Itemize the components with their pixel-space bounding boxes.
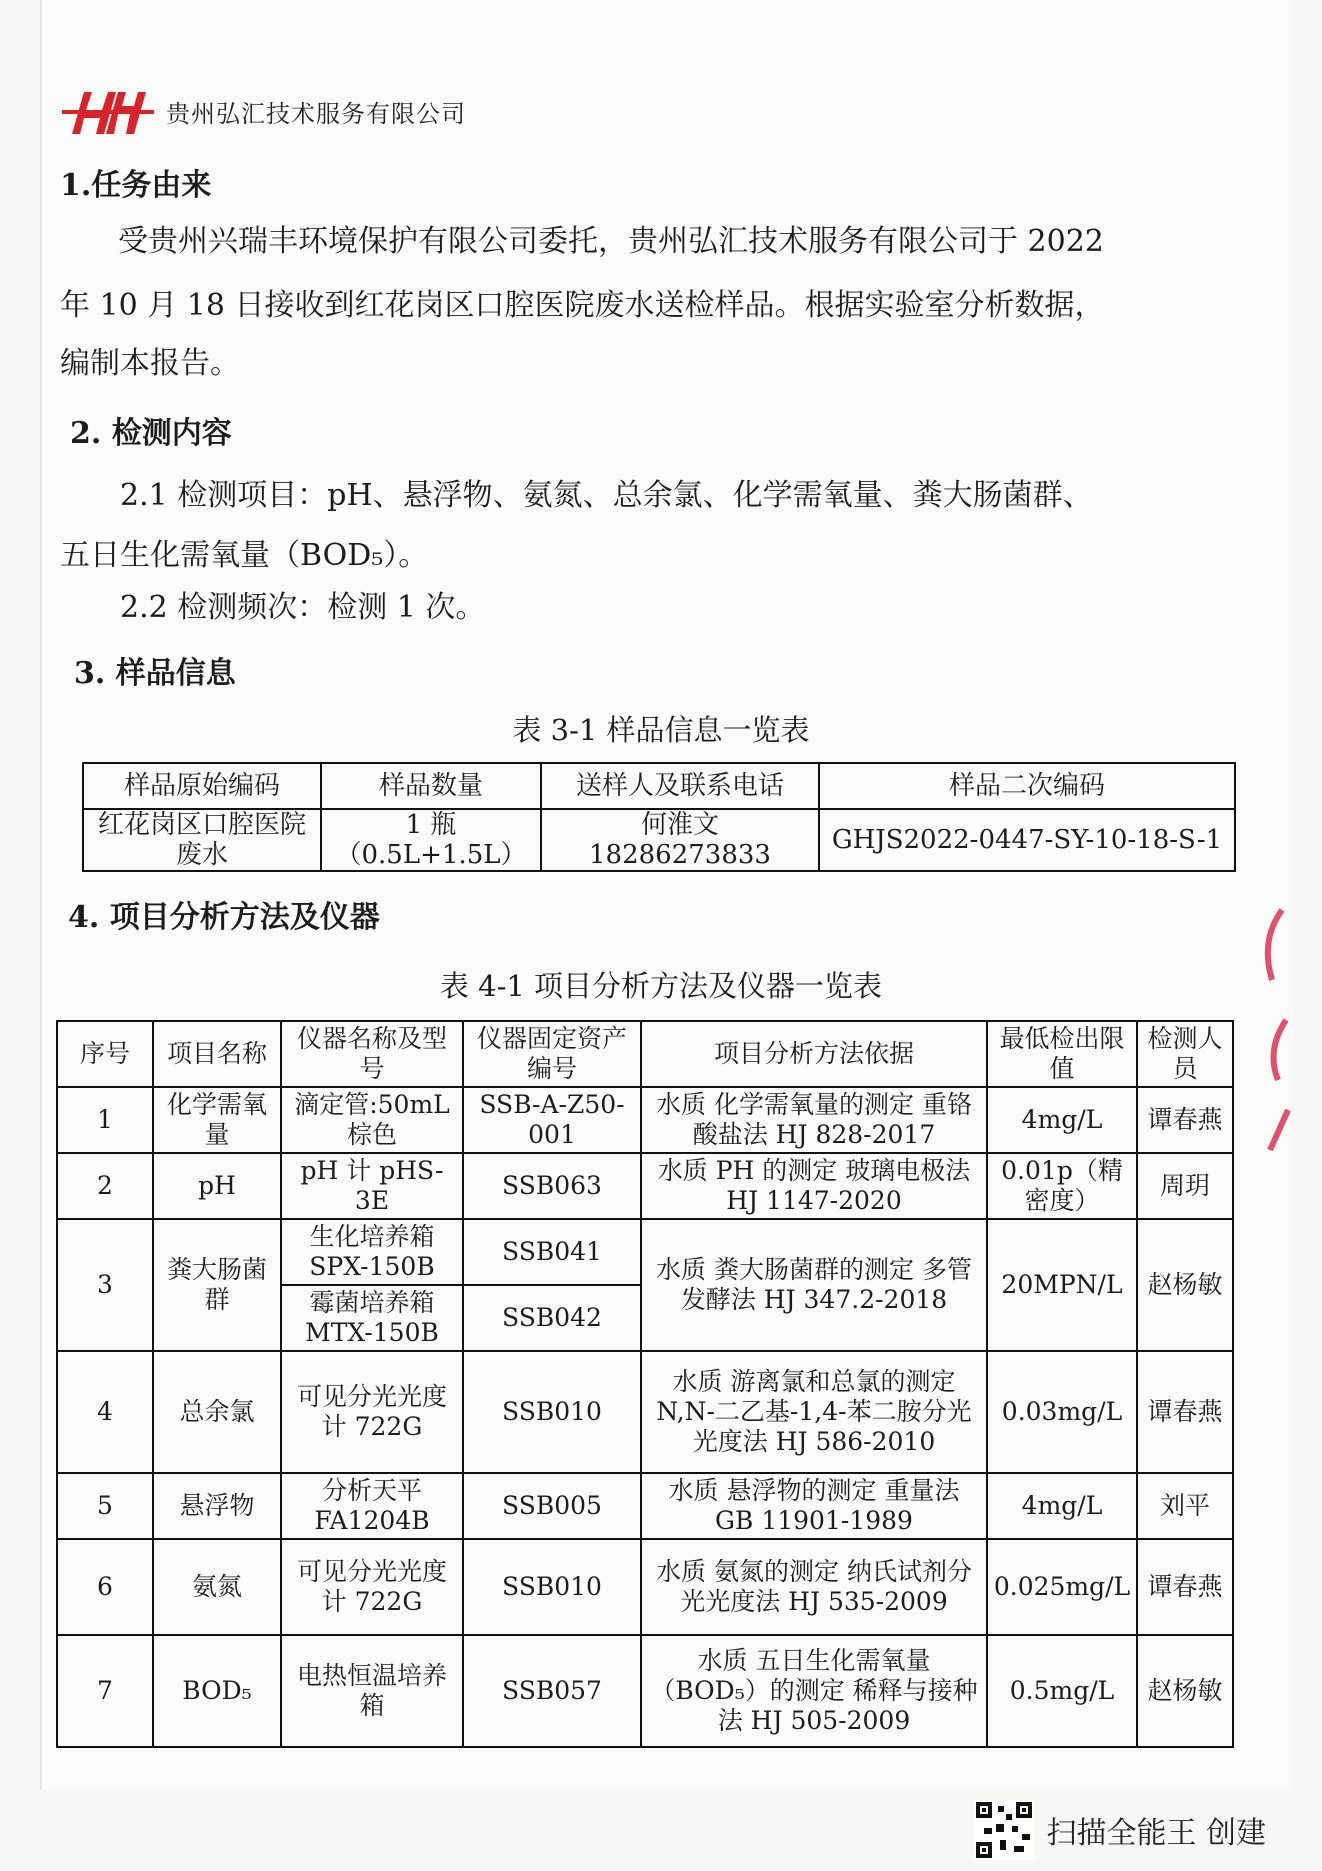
row-no: 5 [57,1473,153,1539]
row-instrument: 滴定管:50mL 棕色 [281,1087,463,1153]
table-3-1-caption: 表 3-1 样品信息一览表 [512,713,810,747]
sample-secondary-code: GHJS2022-0447-SY-10-18-S-1 [819,809,1235,871]
row-limit: 4mg/L [987,1473,1137,1539]
section-2-heading: 2. 检测内容 [70,416,232,451]
row-asset: SSB005 [463,1473,641,1539]
row-person: 谭春燕 [1137,1087,1233,1153]
table-row [57,1351,1233,1473]
row-limit: 4mg/L [987,1087,1137,1153]
row-item: BOD₅ [153,1635,281,1747]
sample-quantity: 1 瓶（0.5L+1.5L） [321,809,541,871]
table-row [57,1087,1233,1153]
row-asset: SSB057 [463,1635,641,1747]
row-limit: 0.025mg/L [987,1539,1137,1635]
row-instrument: 电热恒温培养箱 [281,1635,463,1747]
col-header: 样品二次编码 [819,763,1235,809]
row-asset: SSB010 [463,1539,641,1635]
table-row [57,1635,1233,1747]
row-item: pH [153,1153,281,1219]
table-row [57,1539,1233,1635]
row-limit: 0.5mg/L [987,1635,1137,1747]
col-header: 序号 [57,1021,153,1087]
qr-code-icon [974,1800,1034,1860]
row-no: 3 [57,1219,153,1351]
col-header: 项目分析方法依据 [641,1021,987,1087]
section-1-para-line-3: 编制本报告。 [60,346,240,381]
row-no: 7 [57,1635,153,1747]
section-3-heading: 3. 样品信息 [74,656,236,691]
table-4-1-caption: 表 4-1 项目分析方法及仪器一览表 [439,969,883,1003]
row-instrument: 霉菌培养箱 MTX-150B [281,1285,463,1351]
sample-info-table [82,762,1236,872]
row-limit: 0.03mg/L [987,1351,1137,1473]
col-header: 最低检出限值 [987,1021,1137,1087]
row-item: 粪大肠菌群 [153,1219,281,1351]
row-item: 悬浮物 [153,1473,281,1539]
row-asset: SSB042 [463,1285,641,1351]
row-method: 水质 PH 的测定 玻璃电极法 HJ 1147-2020 [641,1153,987,1219]
table-row [57,1219,1233,1285]
row-method: 水质 游离氯和总氯的测定 N,N-二乙基-1,4-苯二胺分光光度法 HJ 586-2010 [641,1351,987,1473]
scan-watermark [974,1800,1266,1860]
row-limit: 0.01p（精密度） [987,1153,1137,1219]
col-header: 项目名称 [153,1021,281,1087]
sample-origin-code: 红花岗区口腔医院废水 [83,809,321,871]
row-person: 赵杨敏 [1137,1219,1233,1351]
section-2-item-1-line-1: 2.1 检测项目：pH、悬浮物、氨氮、总余氯、化学需氧量、粪大肠菌群、 [120,478,1093,513]
section-1-heading: 1.任务由来 [60,168,212,203]
table-row [57,1153,1233,1219]
row-asset: SSB010 [463,1351,641,1473]
row-item: 氨氮 [153,1539,281,1635]
red-stamp-edge-icon [1252,900,1292,1160]
section-2-item-2: 2.2 检测频次：检测 1 次。 [120,590,486,625]
sender-contact: 何淮文 18286273833 [541,809,819,871]
col-header: 样品原始编码 [83,763,321,809]
row-item: 总余氯 [153,1351,281,1473]
table-row [57,1473,1233,1539]
row-instrument: 可见分光光度计 722G [281,1351,463,1473]
section-1-para-line-1: 受贵州兴瑞丰环境保护有限公司委托，贵州弘汇技术服务有限公司于 2022 [118,224,1104,259]
row-person: 赵杨敏 [1137,1635,1233,1747]
row-item: 化学需氧量 [153,1087,281,1153]
company-logo-icon [62,84,154,138]
col-header: 样品数量 [321,763,541,809]
scan-watermark-text: 扫描全能王 创建 [1046,1816,1266,1851]
row-method: 水质 悬浮物的测定 重量法 GB 11901-1989 [641,1473,987,1539]
row-asset: SSB041 [463,1219,641,1285]
row-person: 刘平 [1137,1473,1233,1539]
row-asset: SSB063 [463,1153,641,1219]
row-asset: SSB-A-Z50-001 [463,1087,641,1153]
row-no: 4 [57,1351,153,1473]
section-1-para-line-2: 年 10 月 18 日接收到红花岗区口腔医院废水送检样品。根据实验室分析数据， [60,288,1105,323]
row-no: 6 [57,1539,153,1635]
row-limit: 20MPN/L [987,1219,1137,1351]
col-header: 仪器固定资产编号 [463,1021,641,1087]
row-instrument: 可见分光光度计 722G [281,1539,463,1635]
col-header: 仪器名称及型号 [281,1021,463,1087]
company-name: 贵州弘汇技术服务有限公司 [166,99,466,128]
row-no: 1 [57,1087,153,1153]
section-4-heading: 4. 项目分析方法及仪器 [68,900,380,935]
col-header: 检测人员 [1137,1021,1233,1087]
col-header: 送样人及联系电话 [541,763,819,809]
section-2-item-1-line-2: 五日生化需氧量（BOD₅）。 [60,538,429,573]
page-header [62,84,466,138]
row-instrument: 分析天平 FA1204B [281,1473,463,1539]
row-person: 周玥 [1137,1153,1233,1219]
row-method: 水质 粪大肠菌群的测定 多管发酵法 HJ 347.2-2018 [641,1219,987,1351]
row-method: 水质 五日生化需氧量（BOD₅）的测定 稀释与接种法 HJ 505-2009 [641,1635,987,1747]
method-instrument-table [56,1020,1234,1748]
row-person: 谭春燕 [1137,1539,1233,1635]
row-instrument: 生化培养箱 SPX-150B [281,1219,463,1285]
row-person: 谭春燕 [1137,1351,1233,1473]
row-method: 水质 氨氮的测定 纳氏试剂分光光度法 HJ 535-2009 [641,1539,987,1635]
row-no: 2 [57,1153,153,1219]
row-instrument: pH 计 pHS-3E [281,1153,463,1219]
row-method: 水质 化学需氧量的测定 重铬酸盐法 HJ 828-2017 [641,1087,987,1153]
